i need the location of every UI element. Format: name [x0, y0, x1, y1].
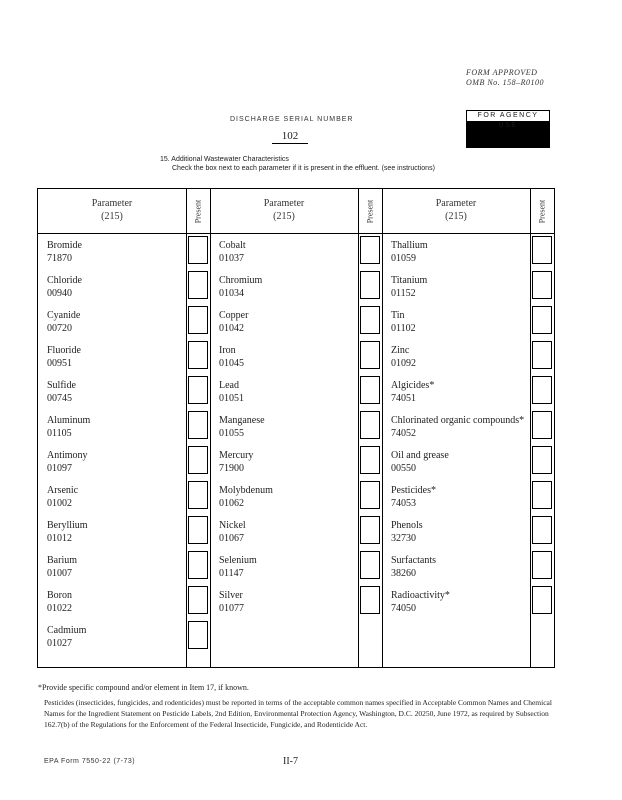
parameter-heading-label: Parameter — [435, 198, 477, 209]
parameter-heading-code: (215) — [445, 211, 467, 222]
parameter-name: Algicides* — [391, 380, 435, 391]
parameter-name: Silver — [219, 590, 243, 601]
section-title: 15. Additional Wastewater Characteristics — [160, 156, 289, 163]
present-checkbox[interactable] — [532, 446, 552, 474]
present-checkbox[interactable] — [532, 411, 552, 439]
present-checkbox[interactable] — [532, 306, 552, 334]
agency-use-box — [466, 110, 550, 148]
present-checkbox[interactable] — [188, 236, 208, 264]
parameter-name: Barium — [47, 555, 77, 566]
present-checkbox[interactable] — [188, 341, 208, 369]
parameter-code: 00720 — [47, 323, 72, 334]
parameter-cell — [219, 274, 262, 300]
parameter-cell — [219, 239, 246, 265]
parameter-name: Beryllium — [47, 520, 88, 531]
parameter-name: Pesticides* — [391, 485, 436, 496]
pesticide-note: Pesticides (insecticides, fungicides, and rodenticides) must be reported in terms of the acceptable common names specified in Acceptable Common Names and Chemical Names for the Ingredient Statement on Pesticide Labels, 2nd Edition, Environmental Protection Agency, Washington, D.C. 20250, June 1972, as required by Subsection 162.7(b) of the Regulations for the Enforcement of the Federal Insecticide, Fungicide, and Rodenticide Act. — [44, 698, 552, 729]
parameter-cell — [391, 344, 416, 370]
parameter-name: Cyanide — [47, 310, 81, 321]
parameter-heading — [38, 197, 186, 223]
present-checkbox[interactable] — [188, 551, 208, 579]
parameter-code: 32730 — [391, 533, 416, 544]
footnote: *Provide specific compound and/or element in Item 17, if known. — [38, 683, 249, 692]
parameter-code: 01042 — [219, 323, 244, 334]
parameter-name: Radioactivity* — [391, 590, 450, 601]
parameter-cell — [47, 554, 77, 580]
parameter-name: Oil and grease — [391, 450, 449, 461]
present-checkbox[interactable] — [360, 411, 380, 439]
parameter-name: Arsenic — [47, 485, 79, 496]
present-checkbox[interactable] — [188, 306, 208, 334]
parameter-cell — [391, 414, 524, 440]
page-number: II-7 — [283, 756, 298, 767]
parameter-cell — [391, 379, 434, 405]
present-checkbox[interactable] — [188, 621, 208, 649]
present-checkbox[interactable] — [360, 516, 380, 544]
parameter-name: Molybdenum — [219, 485, 273, 496]
parameter-code: 01034 — [219, 288, 244, 299]
parameter-cell — [391, 274, 427, 300]
present-checkbox[interactable] — [360, 271, 380, 299]
parameter-name: Surfactants — [391, 555, 436, 566]
parameter-cell — [219, 414, 265, 440]
parameter-code: 01062 — [219, 498, 244, 509]
form-approved-block — [466, 68, 544, 88]
present-checkbox[interactable] — [532, 341, 552, 369]
present-checkbox[interactable] — [188, 586, 208, 614]
parameter-table — [37, 188, 555, 668]
parameter-code: 74053 — [391, 498, 416, 509]
section-instructions: Check the box next to each parameter if it is present in the effluent. (see instructions) — [172, 165, 435, 172]
parameter-code: 74051 — [391, 393, 416, 404]
present-checkbox[interactable] — [532, 236, 552, 264]
parameter-code: 01007 — [47, 568, 72, 579]
parameter-code: 01102 — [391, 323, 416, 334]
parameter-name: Chloride — [47, 275, 82, 286]
parameter-cell — [391, 484, 436, 510]
parameter-cell — [47, 239, 82, 265]
parameter-code: 01092 — [391, 358, 416, 369]
parameter-name: Zinc — [391, 345, 410, 356]
parameter-name: Boron — [47, 590, 72, 601]
parameter-cell — [47, 344, 81, 370]
parameter-heading-code: (215) — [101, 211, 123, 222]
parameter-cell — [219, 589, 244, 615]
present-checkbox[interactable] — [532, 516, 552, 544]
parameter-cell — [391, 589, 450, 615]
parameter-code: 01152 — [391, 288, 416, 299]
table-divider — [358, 189, 359, 667]
parameter-code: 00745 — [47, 393, 72, 404]
parameter-cell — [219, 519, 246, 545]
parameter-cell — [391, 449, 449, 475]
omb-number: OMB No. 158–R0100 — [466, 78, 545, 87]
present-checkbox[interactable] — [360, 586, 380, 614]
parameter-cell — [391, 519, 423, 545]
parameter-code: 01059 — [391, 253, 416, 264]
parameter-cell — [219, 484, 273, 510]
present-checkbox[interactable] — [532, 551, 552, 579]
parameter-cell — [47, 449, 88, 475]
form-approved-label: FORM APPROVED — [466, 68, 538, 77]
present-heading: Present — [537, 199, 547, 224]
parameter-cell — [219, 379, 244, 405]
parameter-name: Thallium — [391, 240, 428, 251]
parameter-name: Cobalt — [219, 240, 246, 251]
parameter-cell — [47, 519, 88, 545]
table-divider — [210, 189, 211, 667]
parameter-cell — [391, 554, 436, 580]
present-checkbox[interactable] — [188, 446, 208, 474]
parameter-code: 00951 — [47, 358, 72, 369]
parameter-name: Chlorinated organic compounds* — [391, 415, 525, 426]
parameter-code: 74050 — [391, 603, 416, 614]
parameter-name: Chromium — [219, 275, 263, 286]
parameter-cell — [391, 239, 428, 265]
parameter-code: 01147 — [219, 568, 244, 579]
parameter-code: 01105 — [47, 428, 72, 439]
parameter-cell — [219, 554, 257, 580]
parameter-code: 01037 — [219, 253, 244, 264]
parameter-cell — [47, 414, 90, 440]
parameter-code: 01027 — [47, 638, 72, 649]
parameter-heading — [382, 197, 530, 223]
parameter-cell — [391, 309, 416, 335]
parameter-heading — [210, 197, 358, 223]
parameter-code: 01097 — [47, 463, 72, 474]
parameter-code: 01012 — [47, 533, 72, 544]
parameter-name: Nickel — [219, 520, 246, 531]
parameter-name: Lead — [219, 380, 239, 391]
parameter-name: Phenols — [391, 520, 423, 531]
parameter-cell — [47, 484, 78, 510]
parameter-code: 74052 — [391, 428, 416, 439]
table-divider — [186, 189, 187, 667]
parameter-code: 01055 — [219, 428, 244, 439]
parameter-name: Fluoride — [47, 345, 81, 356]
table-header-rule — [38, 233, 554, 234]
form-id: EPA Form 7550-22 (7-73) — [44, 758, 136, 765]
parameter-cell — [47, 624, 86, 650]
parameter-name: Copper — [219, 310, 249, 321]
parameter-name: Mercury — [219, 450, 254, 461]
parameter-code: 71870 — [47, 253, 72, 264]
present-heading: Present — [365, 199, 375, 224]
parameter-cell — [219, 344, 244, 370]
present-checkbox[interactable] — [360, 376, 380, 404]
present-checkbox[interactable] — [532, 376, 552, 404]
parameter-cell — [219, 309, 248, 335]
present-checkbox[interactable] — [532, 271, 552, 299]
parameter-cell — [219, 449, 253, 475]
parameter-name: Titanium — [391, 275, 428, 286]
parameter-name: Aluminum — [47, 415, 91, 426]
parameter-code: 01067 — [219, 533, 244, 544]
parameter-code: 01051 — [219, 393, 244, 404]
parameter-name: Tin — [391, 310, 405, 321]
discharge-serial-label: DISCHARGE SERIAL NUMBER — [230, 116, 354, 123]
parameter-name: Manganese — [219, 415, 265, 426]
present-checkbox[interactable] — [360, 306, 380, 334]
present-checkbox[interactable] — [360, 551, 380, 579]
parameter-code: 01022 — [47, 603, 72, 614]
table-divider — [530, 189, 531, 667]
present-checkbox[interactable] — [188, 376, 208, 404]
present-checkbox[interactable] — [532, 481, 552, 509]
present-checkbox[interactable] — [532, 586, 552, 614]
parameter-name: Selenium — [219, 555, 257, 566]
parameter-code: 38260 — [391, 568, 416, 579]
parameter-code: 00550 — [391, 463, 416, 474]
agency-use-label: FOR AGENCY USE — [467, 111, 549, 122]
parameter-code: 01077 — [219, 603, 244, 614]
present-checkbox[interactable] — [360, 446, 380, 474]
present-checkbox[interactable] — [188, 516, 208, 544]
parameter-name: Iron — [219, 345, 236, 356]
parameter-heading-label: Parameter — [91, 198, 133, 209]
discharge-serial-value: 102 — [272, 130, 308, 144]
present-checkbox[interactable] — [188, 271, 208, 299]
parameter-heading-code: (215) — [273, 211, 295, 222]
present-checkbox[interactable] — [360, 341, 380, 369]
parameter-name: Sulfide — [47, 380, 76, 391]
parameter-cell — [47, 379, 76, 405]
present-checkbox[interactable] — [360, 481, 380, 509]
present-checkbox[interactable] — [188, 411, 208, 439]
parameter-code: 01045 — [219, 358, 244, 369]
present-checkbox[interactable] — [360, 236, 380, 264]
parameter-name: Bromide — [47, 240, 82, 251]
table-divider — [382, 189, 383, 667]
parameter-code: 01002 — [47, 498, 72, 509]
parameter-code: 71900 — [219, 463, 244, 474]
parameter-cell — [47, 589, 72, 615]
parameter-name: Antimony — [47, 450, 88, 461]
parameter-code: 00940 — [47, 288, 72, 299]
present-heading: Present — [193, 199, 203, 224]
parameter-cell — [47, 309, 80, 335]
parameter-name: Cadmium — [47, 625, 87, 636]
present-checkbox[interactable] — [188, 481, 208, 509]
parameter-cell — [47, 274, 82, 300]
parameter-heading-label: Parameter — [263, 198, 305, 209]
